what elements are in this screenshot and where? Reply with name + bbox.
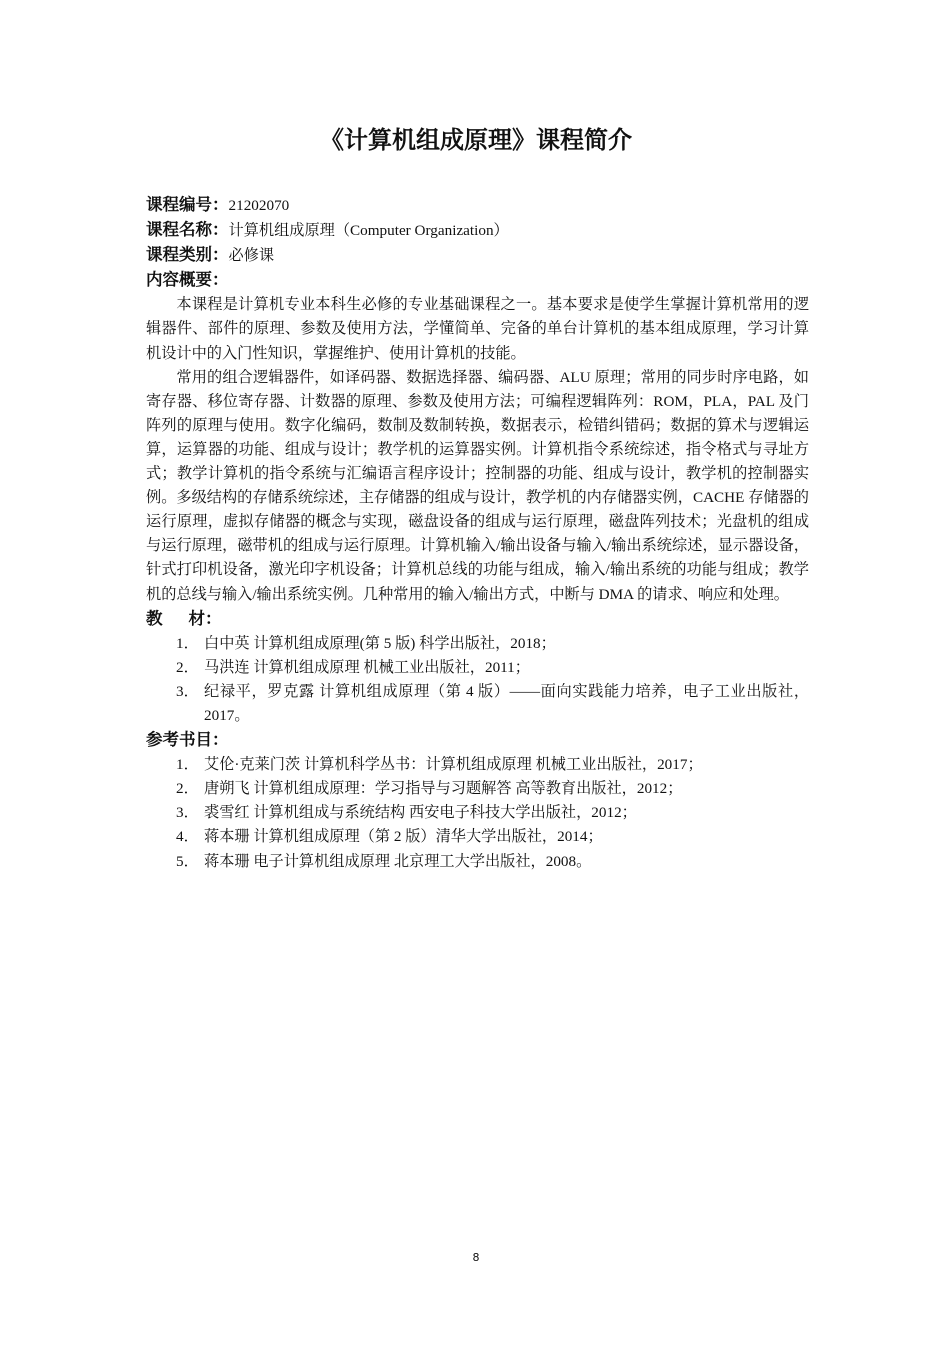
course-type-label: 课程类别：	[146, 245, 229, 265]
list-item-text: 纪禄平，罗克露 计算机组成原理（第 4 版）——面向实践能力培养，电子工业出版社，2017。	[204, 682, 809, 724]
list-item-text: 艾伦·克莱门茨 计算机科学丛书：计算机组成原理 机械工业出版社，2017；	[204, 756, 703, 774]
textbooks-list	[146, 632, 809, 728]
summary-paragraph: 本课程是计算机专业本科生必修的专业基础课程之一。基本要求是使学生掌握计算机常用的逻辑器件、部件的原理、参数及使用方法，学懂简单、完备的单台计算机的基本组成原理，学习计算机设计中的入门性知识，掌握维护、使用计算机的技能。	[146, 296, 809, 362]
summary-label: 内容概要：	[146, 270, 229, 290]
textbooks-heading	[146, 607, 809, 632]
list-item	[146, 801, 809, 825]
summary-paragraph: 常用的组合逻辑器件，如译码器、数据选择器、编码器、ALU 原理；常用的同步时序电路，如寄存器、移位寄存器、计数器的原理、参数及使用方法；可编程逻辑阵列：ROM，PLA，PAL 及门阵列的原理与使用。数字化编码，数制及数制转换，数据表示，检错纠错码；数据的算术与逻辑运算，运算器的功能、组成与设计；教学机的运算器实例。计算机指令系统综述，指令格式与寻址方式；教学计算机的指令系统与汇编语言程序设计；控制器的功能、组成与设计，教学机的控制器实例。多级结构的存储系统综述，主存储器的组成与设计，教学机的内存储器实例，CACHE 存储器的运行原理，虚拟存储器的概念与实现，磁盘设备的组成与运行原理，磁盘阵列技术；光盘机的组成与运行原理，磁带机的组成与运行原理。计算机输入/输出设备与输入/输出系统综述，显示器设备，针式打印机设备，激光印字机设备；计算机总线的功能与组成，输入/输出系统的功能与组成；教学机的总线与输入/输出系统实例。几种常用的输入/输出方式，中断与 DMA 的请求、响应和处理。	[146, 368, 809, 603]
course-code-value: 21202070	[228, 197, 290, 214]
course-name-value: 计算机组成原理（Computer Organization）	[228, 222, 509, 240]
summary-heading	[146, 268, 809, 293]
textbooks-label-b: 材：	[188, 608, 222, 628]
course-code-label: 课程编号：	[146, 195, 229, 214]
list-item	[146, 656, 809, 680]
list-item	[146, 632, 809, 656]
list-item-number: 4．	[176, 828, 199, 846]
course-code-line	[146, 193, 809, 218]
list-item	[146, 680, 809, 728]
list-item-number: 1．	[176, 756, 199, 774]
list-item	[146, 777, 809, 801]
page-title: 《计算机组成原理》课程简介	[320, 126, 632, 154]
list-item-text: 唐朔飞 计算机组成原理：学习指导与习题解答 高等教育出版社，2012；	[204, 780, 683, 798]
list-item	[146, 825, 809, 849]
list-item-number: 5．	[176, 852, 199, 870]
list-item-text: 蒋本珊 电子计算机组成原理 北京理工大学出版社，2008。	[204, 852, 592, 870]
list-item-number: 2．	[176, 658, 199, 676]
list-item-text: 裘雪红 计算机组成与系统结构 西安电子科技大学出版社，2012；	[204, 804, 637, 822]
textbooks-label-a: 教	[146, 608, 163, 628]
list-item-text: 马洪连 计算机组成原理 机械工业出版社，2011；	[204, 658, 530, 676]
references-heading	[146, 728, 809, 753]
course-name-line	[146, 218, 809, 243]
list-item-text: 蒋本珊 计算机组成原理（第 2 版）清华大学出版社，2014；	[204, 828, 603, 846]
list-item	[146, 753, 809, 777]
document-body	[146, 193, 809, 874]
list-item-number: 3．	[176, 682, 199, 700]
references-label: 参考书目：	[146, 730, 229, 750]
references-list	[146, 753, 809, 873]
list-item	[146, 850, 809, 874]
course-type-value: 必修课	[228, 247, 275, 265]
course-type-line	[146, 243, 809, 268]
list-item-text: 白中英 计算机组成原理(第 5 版) 科学出版社，2018；	[204, 634, 556, 652]
list-item-number: 1．	[176, 634, 199, 652]
list-item-number: 2．	[176, 780, 199, 798]
list-item-number: 3．	[176, 804, 199, 822]
course-name-label: 课程名称：	[146, 220, 229, 240]
page-number: 8	[472, 1251, 480, 1264]
